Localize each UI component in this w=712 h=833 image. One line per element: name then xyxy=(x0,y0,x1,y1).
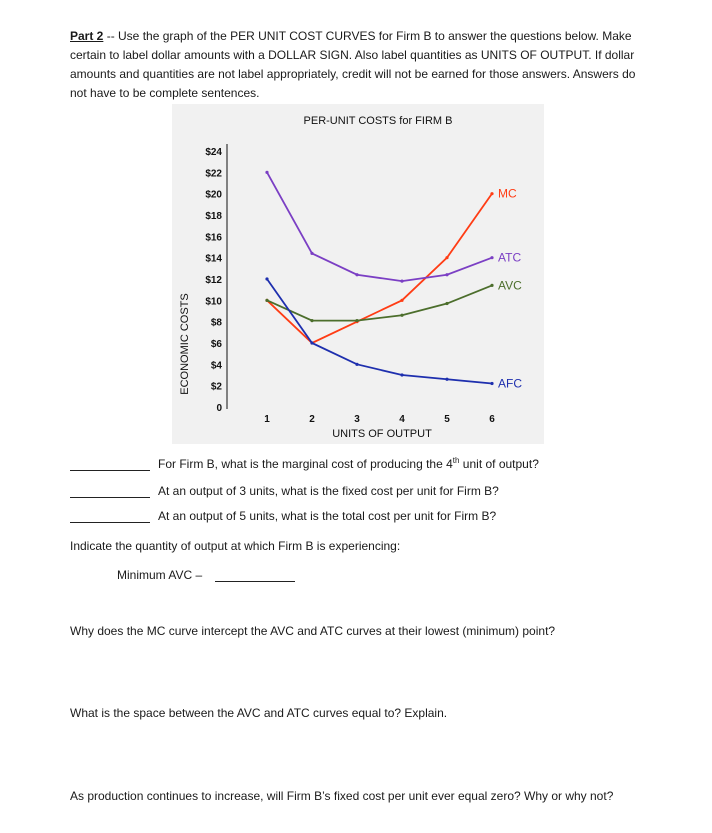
afc-point xyxy=(265,277,268,280)
atc-point xyxy=(400,280,403,283)
minimum-avc-label: Minimum AVC – xyxy=(117,568,203,582)
question-mc-end: unit of output? xyxy=(459,457,539,471)
y-tick-label: $14 xyxy=(205,253,222,265)
question-mc-sup: th xyxy=(452,456,460,465)
afc-point xyxy=(490,382,493,385)
mc-point xyxy=(490,192,493,195)
avc-point xyxy=(445,302,448,305)
y-tick-label: $12 xyxy=(205,275,222,286)
y-axis-label: ECONOMIC COSTS xyxy=(179,293,191,395)
y-tick-label: $18 xyxy=(205,211,222,222)
instructions xyxy=(70,27,650,103)
indicate-quantity-prompt: Indicate the quantity of output at which Firm B is experiencing: xyxy=(70,539,401,553)
y-tick-label: $22 xyxy=(205,168,222,180)
mc-label: MC xyxy=(498,186,517,201)
chart-svg xyxy=(172,104,544,444)
question-afc-3-units: At an output of 3 units, what is the fixed cost per unit for Firm B? xyxy=(158,484,499,498)
y-tick-label: $6 xyxy=(210,339,222,350)
answer-blank-afc[interactable] xyxy=(70,497,150,498)
afc-point xyxy=(445,378,448,381)
atc-point xyxy=(490,256,493,259)
question-mc-intercept: Why does the MC curve intercept the AVC and ATC curves at their lowest (minimum) point? xyxy=(70,624,556,638)
avc-point xyxy=(355,319,358,322)
question-fixed-cost-zero: As production continues to increase, will Firm B’s fixed cost per unit ever equal zero? Why or why not? xyxy=(70,789,614,803)
x-tick-label: 2 xyxy=(309,414,315,425)
x-axis-label: UNITS OF OUTPUT xyxy=(332,428,432,440)
atc-label: ATC xyxy=(498,250,522,265)
question-mc-4th-unit xyxy=(158,456,539,471)
avc-point xyxy=(400,314,403,317)
x-tick-label: 5 xyxy=(444,414,450,425)
y-tick-label: $16 xyxy=(205,232,222,244)
afc-label: AFC xyxy=(498,376,522,391)
y-tick-label: 0 xyxy=(216,403,222,414)
instructions-text: -- Use the graph of the PER UNIT COST CURVES for Firm B to answer the questions below. Make certain to label dollar amounts with a DOLLAR SIGN. Also label quantities as UNITS OF OUTPUT. If dollar amounts and quantities are not label appropriately, credit will not be earned for those answers. Answers do not have to be complete sentences. xyxy=(70,29,636,100)
avc-point xyxy=(490,284,493,287)
y-tick-label: $10 xyxy=(205,296,222,308)
atc-point xyxy=(355,273,358,276)
question-atc-5-units: At an output of 5 units, what is the total cost per unit for Firm B? xyxy=(158,509,497,523)
x-tick-label: 4 xyxy=(399,414,405,425)
y-tick-label: $24 xyxy=(205,147,222,158)
x-tick-label: 1 xyxy=(264,414,270,425)
mc-point xyxy=(400,299,403,302)
afc-point xyxy=(400,373,403,376)
y-tick-label: $2 xyxy=(210,381,222,393)
x-tick-label: 3 xyxy=(354,414,360,425)
atc-point xyxy=(310,252,313,255)
y-tick-label: $20 xyxy=(205,189,222,201)
y-tick-label: $8 xyxy=(210,317,222,329)
y-tick-label: $4 xyxy=(210,360,222,372)
afc-point xyxy=(355,363,358,366)
atc-point xyxy=(265,171,268,174)
atc-point xyxy=(445,273,448,276)
question-mc-text: For Firm B, what is the marginal cost of producing the 4 xyxy=(158,457,453,471)
answer-blank-min-avc[interactable] xyxy=(215,581,295,582)
avc-label: AVC xyxy=(498,278,522,293)
question-space-avc-atc: What is the space between the AVC and ATC curves equal to? Explain. xyxy=(70,706,448,720)
answer-blank-mc[interactable] xyxy=(70,470,150,471)
x-tick-label: 6 xyxy=(489,414,495,425)
avc-point xyxy=(310,319,313,322)
cost-curves-chart xyxy=(172,104,544,444)
part-label: Part 2 xyxy=(70,29,104,43)
chart-title: PER-UNIT COSTS for FIRM B xyxy=(303,115,453,127)
mc-point xyxy=(445,256,448,259)
avc-point xyxy=(265,299,268,302)
afc-point xyxy=(310,341,313,344)
answer-blank-atc[interactable] xyxy=(70,522,150,523)
